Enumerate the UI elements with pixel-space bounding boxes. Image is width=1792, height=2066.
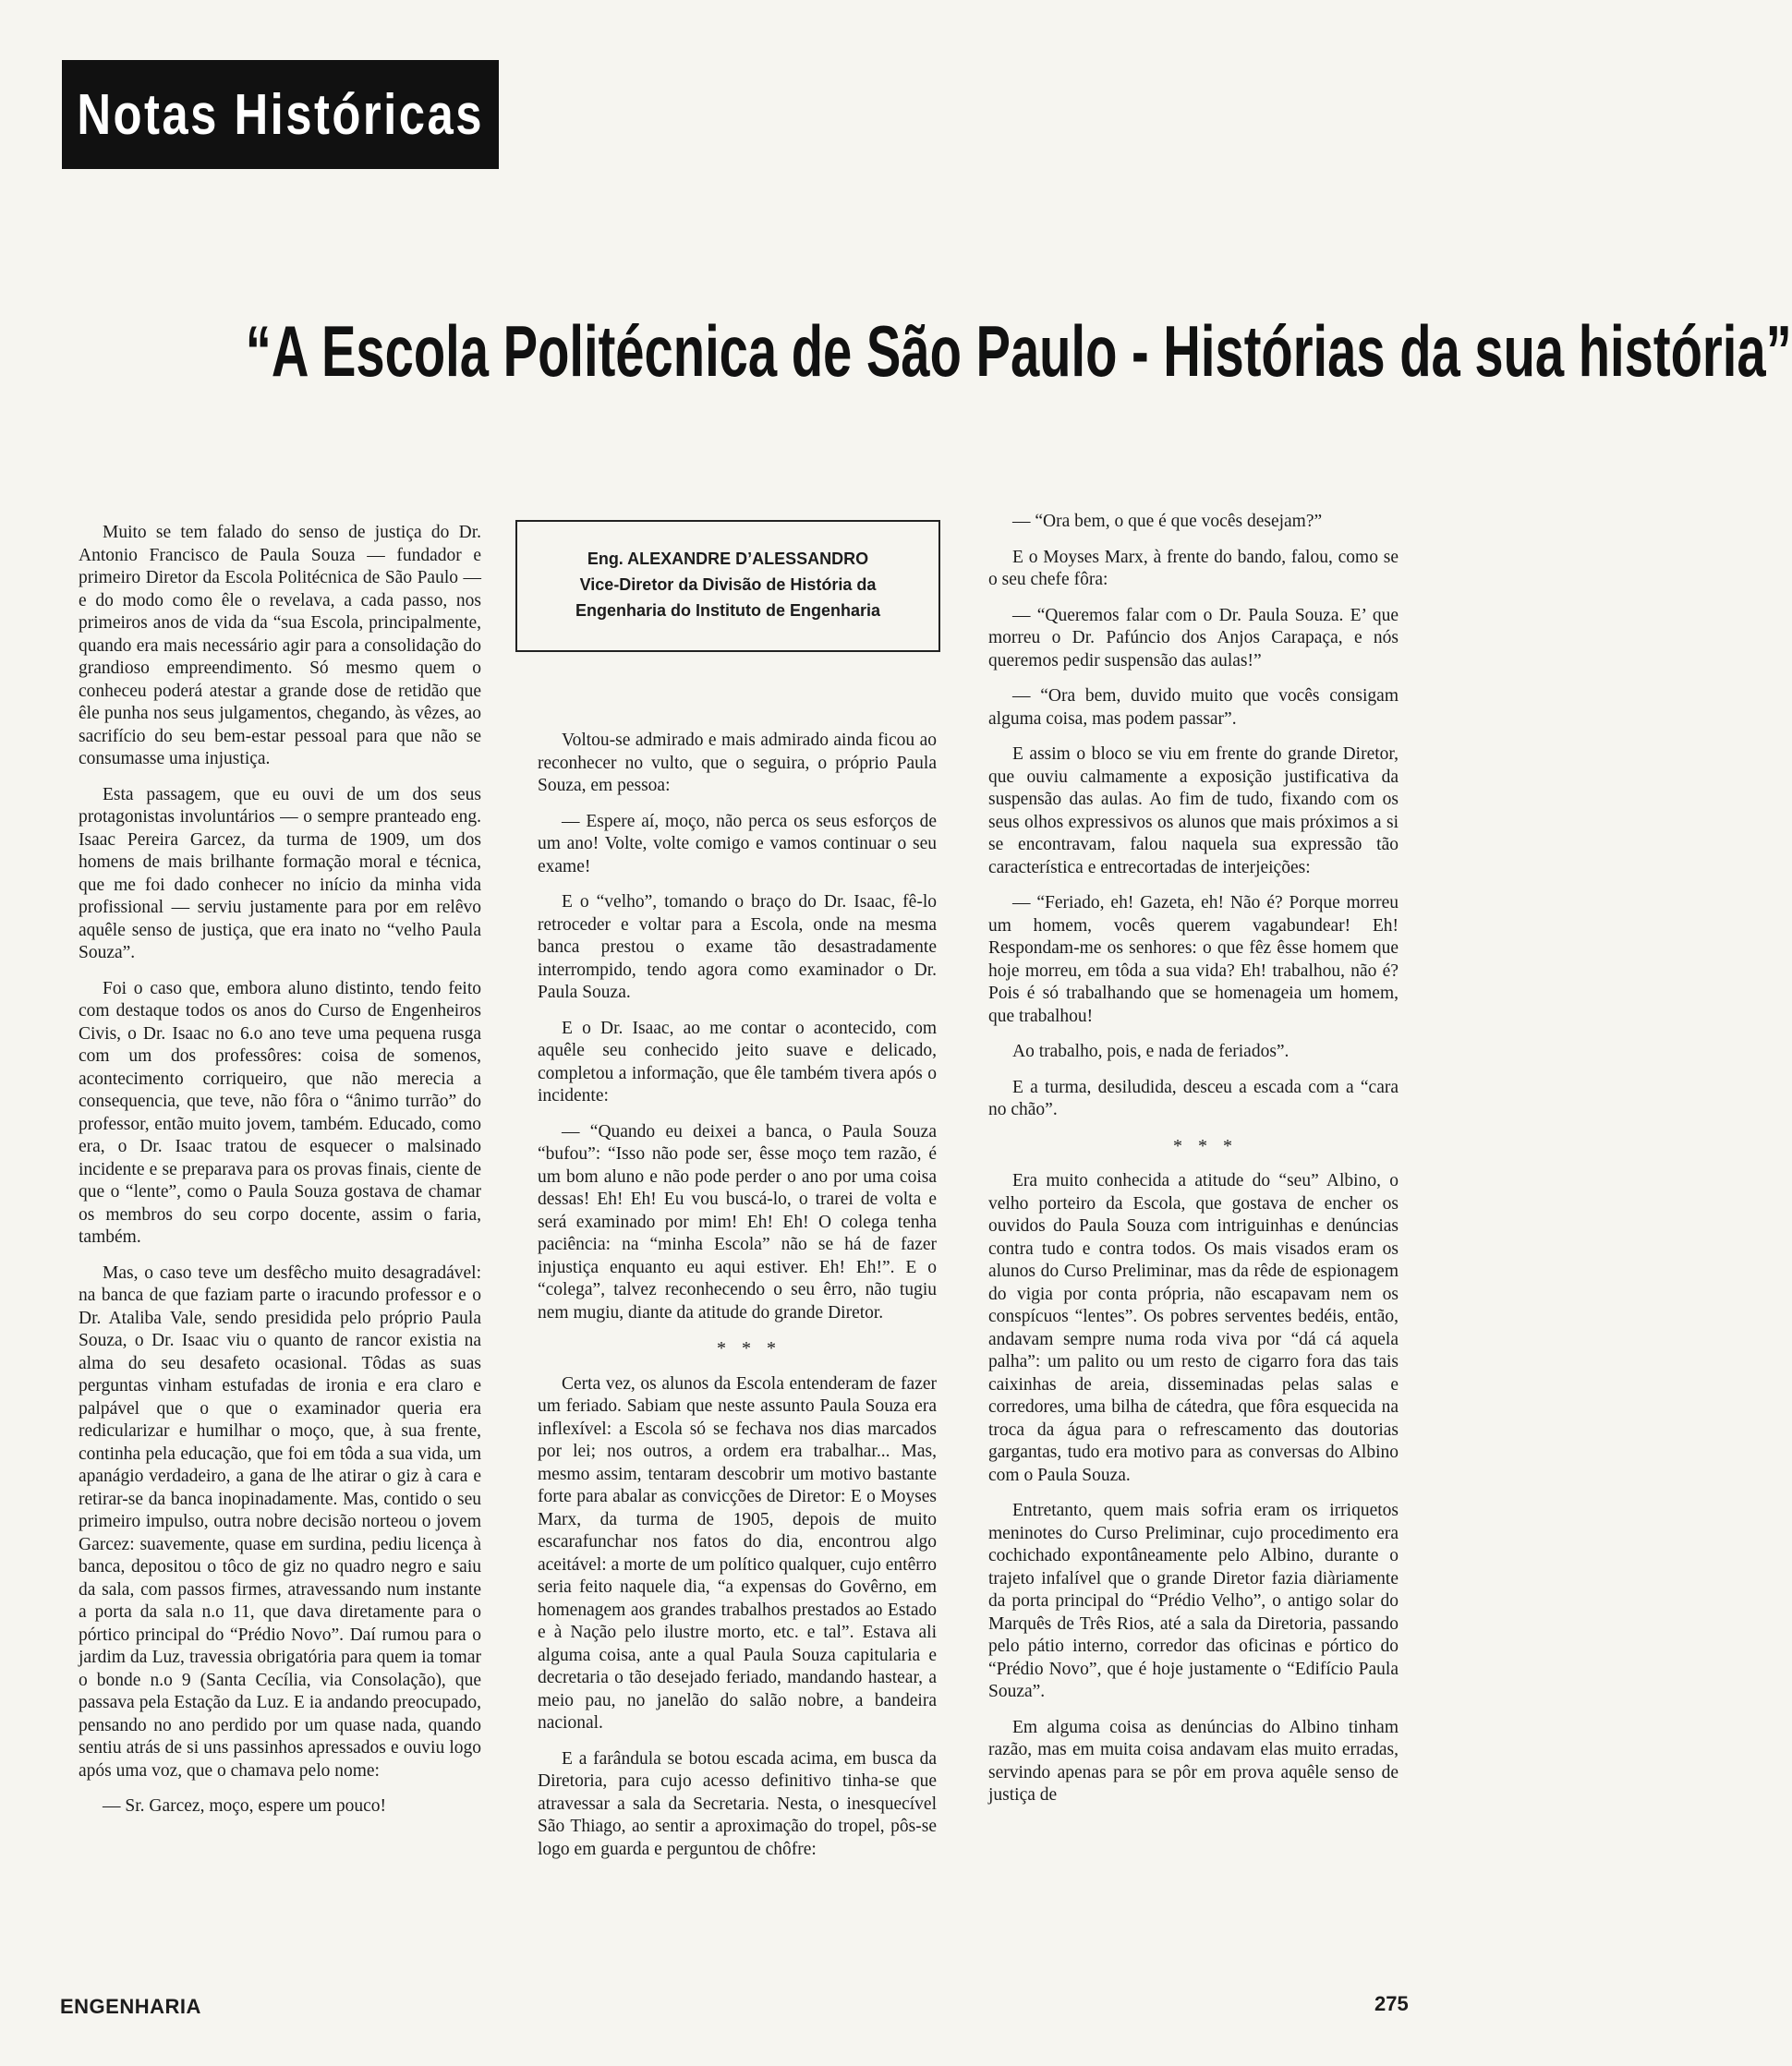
column-2 — [538, 730, 937, 1874]
paragraph: Era muito conhecida a atitude do “seu” Albino, o velho porteiro da Escola, que gostava de encher os ouvidos do Paula Souza com intriguinhas e denúncias contra tudo e contra todos. Os mais visados eram os alunos do Curso Preliminar, mas da rêde de espionagem do vigia por conta própria, não escapavam nem os conspícuos “lentes”. Os pobres serventes bedéis, então, andavam sempre numa roda viva por “dá cá aquela palha”: um palito ou um resto de cigarro fora das tais caixinhas de areia, disseminadas pelas salas e corredores, uma bilha de cátedra, que fôra esquecida na troca da água para o refrescamento das doutorias gargantas, tudo era motivo para as conversas do Albino com o Paula Souza. — [988, 1171, 1398, 1485]
magazine-name: ENGENHARIA — [60, 1995, 201, 2018]
paragraph: — “Quando eu deixei a banca, o Paula Souza “bufou”: “Isso não pode ser, êsse moço tem razão, é um bom aluno e não pode perder o ano por uma coisa dessas! Eh! Eh! Eu vou buscá-lo, o trarei de volta e será examinado por mim! Eh! Eh! O colega tenha paciência: na “minha Escola” não se há de fazer injustiça enquanto eu aqui estiver. Eh! Eh!”. E o “colega”, talvez reconhecendo o seu êrro, não tugiu nem mugiu, diante da atitude do grande Diretor. — [538, 1121, 937, 1323]
article-title: “A Escola Politécnica de São Paulo - Histórias da sua história” — [245, 310, 1792, 392]
paragraph: E a turma, desiludida, desceu a escada com a “cara no chão”. — [988, 1077, 1398, 1119]
paragraph: Entretanto, quem mais sofria eram os irriquetos meninotes do Curso Preliminar, cujo procedimento era cochichado expontâneamente pelo Albino, durante o trajeto infalível que o grande Diretor fazia diàriamente da porta principal do “Prédio Velho”, o antigo solar do Marquês de Três Rios, até a sala da Diretoria, passando pelo pátio interno, corredor das oficinas e pórtico do “Prédio Novo”, que é hoje justamente o “Edifício Paula Souza”. — [988, 1501, 1398, 1701]
paragraph: Muito se tem falado do senso de justiça do Dr. Antonio Francisco de Paula Souza — fundador e primeiro Diretor da Escola Politécnica de São Paulo — e do modo como êle o revelava, a cada passo, nos primeiros anos de vida da “sua Escola, principalmente, quando era mais necessário agir para a consolidação do grandioso empreendimento. Só mesmo quem o conheceu poderá atestar a grande dose de retidão que êle punha nos seus julgamentos, chegando, às vêzes, ao sacrifício do seu bem-estar pessoal para que não se consumasse uma injustiça. — [79, 523, 481, 768]
section-separator: * * * — [1173, 1135, 1238, 1156]
paragraph: — Sr. Garcez, moço, espere um pouco! — [103, 1796, 387, 1816]
paragraph: E o Moyses Marx, à frente do bando, falou, como se o seu chefe fôra: — [988, 547, 1398, 589]
paragraph: — “Feriado, eh! Gazeta, eh! Não é? Porque morreu um homem, vocês querem vagabundear! Eh! Respondam-me os senhores: o que fêz êsse homem que hoje morreu, em tôda a sua vida? Eh! trabalhou, não é? Pois é só trabalhando que se homenageia um homem, que trabalhou! — [988, 893, 1398, 1026]
paragraph: Em alguma coisa as denúncias do Albino tinham razão, mas em muita coisa andavam elas muito erradas, servindo apenas para se pôr em prova aquêle senso de justiça de — [988, 1717, 1398, 1805]
author-role-line-1: Vice-Diretor da Divisão de História da — [579, 575, 877, 594]
paragraph: E assim o bloco se viu em frente do grande Diretor, que ouviu calmamente a exposição justificativa da suspensão das aulas. Ao fim de tudo, fixando com os seus olhos expressivos os alunos que mais próximos a si se encontravam, falou naquela sua expressão tão característica e entrecortadas de interjeições: — [988, 744, 1398, 877]
paragraph: Voltou-se admirado e mais admirado ainda ficou ao reconhecer no vulto, que o seguira, o próprio Paula Souza, em pessoa: — [538, 731, 937, 795]
paragraph: Foi o caso que, embora aluno distinto, tendo feito com destaque todos os anos do Curso de Engenheiros Civis, o Dr. Isaac no 6.o ano teve uma pequena rusga com um dos professôres: coisa de somenos, acontecimento corriqueiro, que não merecia a consequencia, que teve, não fôra o “ânimo turrão” do professor, então muito jovem, também. Educado, como era, o Dr. Isaac tratou de esquecer o malsinado incidente e se preparava para os provas finais, ciente de que o “lente”, como o Paula Souza gostava de chamar os membros do seu corpo docente, assim o faria, também. — [79, 978, 481, 1247]
author-box — [515, 520, 940, 652]
author-name: Eng. ALEXANDRE D’ALESSANDRO — [587, 550, 869, 568]
paragraph: E o Dr. Isaac, ao me contar o acontecido, com aquêle seu conhecido jeito suave e delicado, completou a informação, que êle também tivera após o incidente: — [538, 1018, 937, 1105]
column-3 — [988, 511, 1398, 1820]
page-number: 275 — [1374, 1992, 1409, 2015]
paragraph: Esta passagem, que eu ouvi de um dos seus protagonistas involuntários — o sempre pranteado eng. Isaac Pereira Garcez, da turma de 1909, um dos homens de mais brilhante formação moral e técnica, que me foi dado conhecer no início da minha vida profissional — serviu justamente para por em relêvo aquêle senso de justiça, que era inato no “velho Paula Souza”. — [79, 784, 481, 962]
paragraph: Certa vez, os alunos da Escola entenderam de fazer um feriado. Sabiam que neste assunto Paula Souza era inflexível: a Escola só se fechava nos dias marcados por lei; nos outros, a ordem era trabalhar... Mas, mesmo assim, tentaram descobrir um motivo bastante forte para abalar as convicções de Diretor: E o Moyses Marx, da turma de 1905, depois de muito escarafunchar nos fatos do dia, encontrou algo aceitável: a morte de um político qualquer, cujo entêrro seria feito naquele dia, “a expensas do Govêrno, em homenagem aos grandes trabalhos prestados ao Estado e à Nação pelo ilustre morto, etc. e tal”. Estava ali alguma coisa, ante a qual Paula Souza capitularia e decretaria o tão desejado feriado, mandando hastear, a meio pau, no janelão do salão nobre, a bandeira nacional. — [538, 1373, 937, 1733]
paragraph: E o “velho”, tomando o braço do Dr. Isaac, fê-lo retroceder e voltar para a Escola, onde na mesma banca prestou o exame tão desastradamente interrompido, tendo agora como examinador o Dr. Paula Souza. — [538, 892, 937, 1002]
paragraph: — Espere aí, moço, não perca os seus esforços de um ano! Volte, volte comigo e vamos continuar o seu exame! — [538, 811, 937, 876]
paragraph: Mas, o caso teve um desfêcho muito desagradável: na banca de que faziam parte o iracundo professor e o Dr. Ataliba Vale, sendo presidida pelo próprio Paula Souza, o Dr. Isaac viu o quanto de rancor existia na alma do seu desafeto ocasional. Tôdas as suas perguntas vinham estufadas de ironia e era claro e palpável que o que o examinador queria era redicularizar e humilhar o moço, que, à sua frente, continha pela educação, que foi em tôda a sua vida, um apanágio verdadeiro, a gana de lhe atirar o giz à cara e retirar-se da banca inopinadamente. Mas, contido o seu primeiro impulso, outra nobre decisão norteou o jovem Garcez: suavemente, quase em surdina, pediu licença à banca, depositou o tôco de giz no quadro negro e saiu da sala, com passos firmes, atravessando num instante a porta da sala n.o 11, que dava diretamente para o pórtico principal do “Prédio Novo”. Daí rumou para o jardim da Luz, travessia obrigatória para quem ia tomar o bonde n.o 9 (Santa Cecília, via Consolação), que passava pela Estação da Luz. E ia andando preocupado, pensando no ano perdido por um quase nada, quando sentiu atrás de si uns passinhos apressados e ouviu logo após uma voz, que o chamava pelo nome: — [79, 1263, 481, 1781]
paragraph: E a farândula se botou escada acima, em busca da Diretoria, para cujo acesso definitivo tinha-se que atravessar a sala da Secretaria. Nesta, o inesquecível São Thiago, ao sentir a aproximação do tropel, pôs-se logo em guarda e perguntou de chôfre: — [538, 1748, 937, 1859]
section-separator: * * * — [717, 1338, 781, 1359]
section-banner — [62, 60, 499, 169]
paragraph: — “Queremos falar com o Dr. Paula Souza. E’ que morreu o Dr. Pafúncio dos Anjos Carapaça, e nós queremos pedir suspensão das aulas!” — [988, 605, 1398, 671]
author-role-line-2: Engenharia do Instituto de Engenharia — [575, 601, 881, 620]
section-title: Notas Históricas — [77, 82, 484, 147]
paragraph: — “Ora bem, duvido muito que vocês consigam alguma coisa, mas podem passar”. — [988, 686, 1398, 729]
paragraph: — “Ora bem, o que é que vocês desejam?” — [1012, 512, 1323, 531]
paragraph: Ao trabalho, pois, e nada de feriados”. — [1012, 1042, 1290, 1061]
column-1 — [79, 522, 481, 1831]
